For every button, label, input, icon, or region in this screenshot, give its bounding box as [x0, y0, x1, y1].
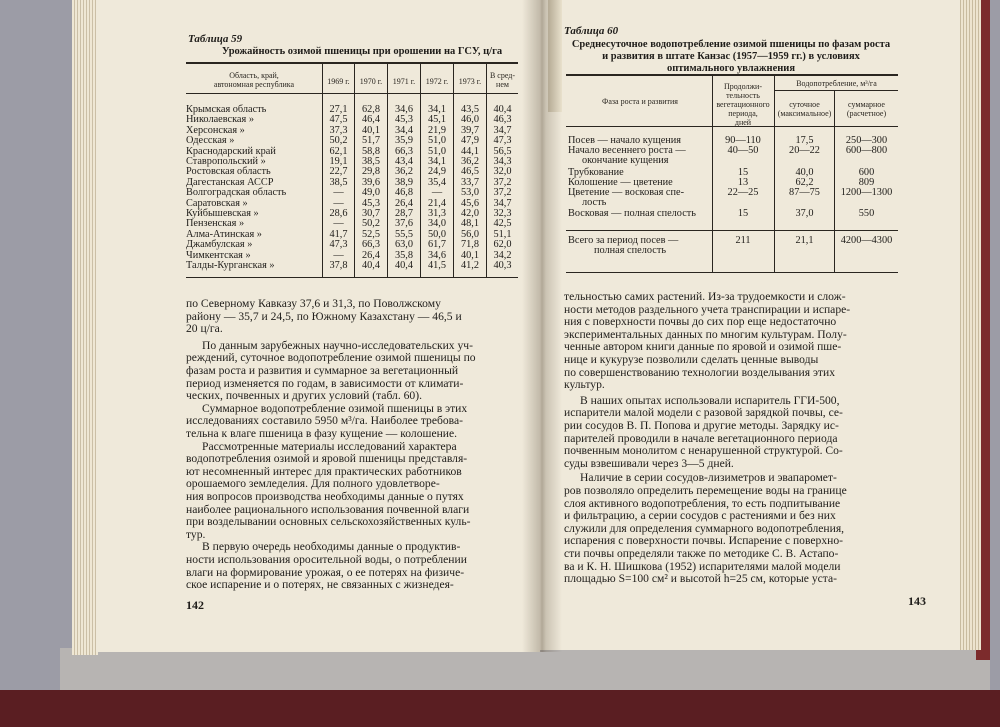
- table-cell-duration: 22—25: [727, 187, 759, 198]
- table-cell: 40,3: [493, 260, 512, 271]
- table-cell-duration: 40—50: [727, 145, 759, 156]
- table-cell: 22,7: [329, 166, 348, 178]
- table-cell: 38,9: [394, 176, 414, 188]
- text-line: ности методов раздельного учета транспирации и испаре-: [564, 302, 851, 316]
- table-cell: 43,4: [394, 156, 414, 167]
- table-cell: 47,3: [329, 239, 348, 251]
- table-row-phase: Колошение — цветение: [568, 177, 673, 188]
- text-line: тельностью самих растений. Из-за трудоемкости и слож-: [564, 290, 846, 303]
- table-cell-daily: 20—22: [789, 145, 820, 156]
- table-cell: 35,9: [394, 135, 414, 147]
- table-cell: 28,6: [329, 208, 348, 219]
- text-line: экспериментальных данных по многим культурам. Полу-: [564, 327, 847, 341]
- table-row-region: Алма-Атинская »: [186, 228, 262, 240]
- table-60-title: Среднесуточное водопотребление озимой пшеницы по фазам роста и развития в штате Канзас (1957—1959 гг.) в условиях оптимального увлажнения: [571, 39, 891, 74]
- table-cell: 34,4: [394, 124, 414, 136]
- table-cell: 62,0: [493, 239, 512, 251]
- text-line: ния вопросов производства необходимы данные о путях: [186, 490, 464, 503]
- table-row-region: Краснодарский край: [186, 145, 276, 157]
- table-cell: 42,0: [460, 208, 480, 219]
- table-cell: 21,4: [427, 197, 447, 209]
- table-59-header-year: 1970 г.: [359, 77, 383, 86]
- table-cell: 43,5: [460, 104, 480, 115]
- table-row-phase: Цветение — восковая спе-: [568, 187, 684, 198]
- table-60-header-phase: Фаза роста и развития: [602, 97, 678, 106]
- table-cell: 47,3: [493, 135, 512, 147]
- text-line: По данным зарубежных научно-исследовательских уч-: [202, 338, 473, 352]
- text-line: нице и кукурузе позволили сделать ценные выводы: [564, 353, 819, 366]
- text-line: по Северному Кавказу 37,6 и 31,3, по Поволжскому: [186, 297, 441, 310]
- text-line: ния с поверхности почвы до сих пор еще недостаточно: [564, 315, 837, 329]
- table-cell: 62,1: [329, 145, 348, 157]
- table-59-header-year: 1971 г.: [392, 77, 416, 86]
- table-cell-daily: 37,0: [795, 208, 814, 219]
- table-cell: 37,2: [493, 176, 512, 188]
- table-cell-daily: 62,2: [795, 177, 814, 188]
- table-cell: 21,9: [427, 124, 447, 136]
- table-59-top-rule: [186, 62, 518, 64]
- table-cell: 34,1: [427, 104, 447, 115]
- table-cell-total: 809: [858, 177, 875, 188]
- table-59-header-year: 1969 г.: [327, 77, 350, 86]
- table-cell: 40,1: [460, 249, 480, 261]
- text-line: ское испарение и о потерях, не связанных с жизнедея-: [186, 578, 454, 592]
- table-cell: 39,7: [460, 124, 480, 136]
- table-60-total-daily: 21,1: [795, 235, 814, 246]
- table-row-phase: лость: [582, 197, 607, 209]
- text-line: суды взвешивали через 3—5 дней.: [564, 456, 734, 470]
- text-line: парителей проводили в начале вегетационного периода: [564, 431, 838, 445]
- text-line: почвенным монолитом с ненарушенной структурой. Со-: [564, 444, 843, 458]
- table-row-region: Джамбулская »: [186, 239, 253, 251]
- table-cell: 40,4: [394, 260, 414, 271]
- table-cell: 41,2: [460, 260, 480, 271]
- table-row-region: Саратовская »: [186, 197, 248, 209]
- table-cell-duration: 90—110: [725, 135, 761, 146]
- text-line: В наших опытах использовали испаритель ГГИ-500,: [580, 393, 840, 407]
- background-surface: [60, 648, 990, 692]
- text-line: испарители малой модели с разовой зарядкой почвы, се-: [564, 406, 843, 420]
- table-cell: 46,0: [460, 114, 480, 126]
- text-line: наиболее рационального использования почвенной влаги: [186, 502, 470, 516]
- table-row-phase: окончание кущения: [582, 155, 669, 167]
- table-cell: 34,2: [493, 249, 512, 261]
- table-cell: 50,2: [329, 135, 348, 147]
- table-cell: 26,4: [394, 197, 414, 209]
- table-cell: 50,2: [361, 218, 381, 230]
- table-row-region: Чимкентская »: [186, 249, 251, 261]
- table-row-region: Куйбышевская »: [186, 208, 259, 219]
- table-cell: —: [333, 197, 344, 209]
- text-line: период изменяется по годам, в зависимости от климати-: [186, 376, 464, 390]
- table-cell-total: 1200—1300: [840, 187, 893, 198]
- table-row-phase: Восковая — полная спелость: [568, 208, 696, 219]
- table-60-total-sum: 4200—4300: [840, 235, 893, 246]
- table-cell-duration: 15: [737, 167, 749, 178]
- table-cell: 34,7: [493, 124, 512, 136]
- table-cell: 66,3: [361, 239, 381, 251]
- book-gutter: [522, 0, 562, 652]
- text-line: реждений, суточное водопотребление озимой пшеницы по: [186, 351, 476, 365]
- table-cell: 45,3: [394, 114, 414, 126]
- table-row-region: Пензенская »: [186, 218, 245, 230]
- left-page: [96, 0, 540, 652]
- table-cell: 42,5: [493, 218, 512, 230]
- table-cell: 71,8: [460, 239, 480, 251]
- table-cell: 24,9: [427, 166, 447, 178]
- table-cell: 40,4: [493, 104, 512, 115]
- table-cell: 63,0: [394, 239, 414, 251]
- page-edges-left: [72, 0, 98, 655]
- table-cell: 26,4: [361, 249, 381, 261]
- table-cell: 61,7: [427, 239, 447, 251]
- table-59-title: Урожайность озимой пшеницы при орошении на ГСУ, ц/га: [221, 46, 503, 57]
- table-cell: 66,3: [394, 145, 414, 157]
- table-cell: 29,8: [361, 166, 381, 178]
- table-cell: 39,6: [361, 176, 381, 188]
- table-59-header-region: Область, край, автономная республика: [213, 71, 295, 89]
- table-row-phase: Начало весеннего роста —: [568, 145, 686, 156]
- text-line: В первую очередь необходимы данные о продуктив-: [202, 540, 461, 554]
- right-page: [540, 0, 960, 650]
- table-cell: 55,5: [394, 228, 414, 240]
- table-cell: 19,1: [329, 156, 348, 167]
- table-59-header-rule: [186, 93, 518, 94]
- table-cell: —: [333, 187, 344, 199]
- table-cell-duration: 13: [737, 177, 749, 188]
- table-cell: 34,0: [427, 218, 447, 230]
- table-cell: 49,0: [361, 187, 381, 199]
- text-line: ческих, почвенных и других условий (табл. 60).: [186, 389, 422, 403]
- table-cell: 34,3: [493, 156, 512, 167]
- table-cell: 34,1: [427, 156, 447, 167]
- text-line: району — 35,7 и 24,5, по Южному Казахстану — 46,5 и: [186, 309, 462, 323]
- table-cell: 53,0: [460, 187, 480, 199]
- table-60-header-total: суммарное (расчетное): [846, 100, 887, 118]
- table-59-header-avg: В сред- нем: [489, 71, 516, 89]
- table-cell-total: 600: [858, 167, 875, 178]
- table-cell: 32,0: [493, 166, 512, 178]
- table-cell: 58,8: [361, 145, 381, 157]
- table-cell: 46,8: [394, 187, 414, 199]
- table-row-region: Одесская »: [186, 135, 235, 147]
- table-cell: 51,0: [427, 145, 447, 157]
- table-59-header-year: 1972 г.: [425, 77, 449, 86]
- page-number-left: 142: [186, 598, 204, 612]
- table-cell-duration: 15: [737, 208, 749, 219]
- table-cell: 50,0: [427, 228, 447, 240]
- table-cell: 56,0: [460, 228, 480, 240]
- table-60-header-daily: суточное (максимальное): [777, 100, 832, 118]
- text-line: влаги на формирование урожая, о ее потерях на физиче-: [186, 565, 465, 579]
- table-row-region: Херсонская »: [186, 124, 245, 136]
- table-cell: 37,8: [329, 260, 348, 271]
- table-surface: [0, 690, 1000, 727]
- table-cell: —: [431, 187, 443, 199]
- table-60-bottom-rule: [566, 272, 898, 273]
- table-cell: —: [333, 249, 344, 261]
- text-line: при возделывании основных сельскохозяйственных куль-: [186, 515, 471, 529]
- text-line: ров позволяло определить перемещение воды на границе: [564, 484, 847, 497]
- table-cell: 45,1: [427, 114, 447, 126]
- text-line: тур.: [186, 527, 206, 541]
- text-line: водопотребления озимой и яровой пшеницы представля-: [186, 452, 468, 466]
- text-line: орошаемого земледелия. Для полного удовлетворе-: [186, 477, 440, 491]
- table-cell: 52,5: [361, 228, 381, 240]
- table-cell: 36,2: [394, 166, 414, 178]
- text-line: испарения с поверхности почвы. Испарение с поверхно-: [564, 534, 843, 548]
- text-line: Суммарное водопотребление озимой пшеницы в этих: [202, 401, 468, 415]
- table-cell: 47,5: [329, 114, 348, 126]
- table-cell: 51,7: [361, 135, 381, 147]
- table-cell: 45,6: [460, 197, 480, 209]
- text-line: тельна к влаге пшеница в фазу кущение — колошение.: [186, 427, 458, 440]
- table-59-header-year: 1973 г.: [458, 77, 482, 86]
- table-row-region: Ставропольский »: [186, 156, 266, 167]
- table-row-region: Талды-Курганская »: [186, 260, 275, 271]
- table-cell: 40,4: [361, 260, 381, 271]
- table-60-label: Таблица 60: [564, 25, 619, 37]
- text-line: исследованиях составило 5950 м³/га. Наиболее требова-: [186, 414, 463, 428]
- table-cell: 35,8: [394, 249, 414, 261]
- text-line: служили для определения суммарного водопотребления,: [564, 521, 845, 535]
- table-cell-daily: 17,5: [795, 135, 814, 146]
- text-line: по совершенствованию технологии возделывания этих: [564, 365, 835, 379]
- table-cell: 34,6: [394, 104, 414, 115]
- table-60-total-duration: 211: [735, 235, 751, 246]
- text-line: площадью S=100 см² и высотой h=25 см, которые уста-: [564, 572, 838, 586]
- text-line: и фильтрацию, а серии сосудов с растениями и без них: [564, 509, 836, 523]
- table-cell: 33,7: [460, 176, 480, 188]
- table-cell: 46,5: [460, 166, 480, 178]
- table-60-top-rule: [566, 74, 898, 76]
- table-cell: 56,5: [493, 145, 512, 157]
- text-line: 20 ц/га.: [186, 322, 223, 336]
- table-cell: 34,7: [493, 197, 512, 209]
- text-line: Наличие в серии сосудов-лизиметров и эвапаромет-: [580, 471, 837, 485]
- text-line: ют несомненный интерес для практических работников: [186, 464, 462, 478]
- table-60-subheader-rule: [774, 90, 898, 91]
- table-cell-daily: 87—75: [789, 187, 820, 198]
- table-cell: 32,3: [493, 208, 512, 219]
- table-row-region: Крымская область: [186, 104, 267, 115]
- text-line: Рассмотренные материалы исследований характера: [202, 439, 457, 453]
- table-cell: 36,2: [460, 156, 480, 167]
- table-59-label: Таблица 59: [188, 33, 243, 45]
- text-line: ва и К. Н. Шишкова (1952) испарителями малой модели: [564, 559, 841, 573]
- table-cell: 45,3: [361, 197, 381, 209]
- table-row-region: Ростовская область: [186, 166, 271, 178]
- table-cell: 37,6: [394, 218, 414, 230]
- table-cell-daily: 40,0: [795, 167, 814, 178]
- table-cell: —: [333, 218, 344, 230]
- text-line: культур.: [564, 378, 605, 392]
- table-cell: 47,9: [460, 135, 480, 147]
- text-line: фазам роста и развития и суммарное за вегетационный: [186, 364, 459, 377]
- table-cell: 46,4: [361, 114, 381, 126]
- table-cell: 44,1: [460, 145, 480, 157]
- table-row-region: Дагестанская АССР: [186, 176, 274, 188]
- table-60-total-rule: [566, 230, 898, 231]
- table-cell: 48,1: [460, 218, 480, 230]
- table-cell: 27,1: [329, 104, 348, 115]
- table-row-region: Николаевская »: [186, 114, 254, 126]
- text-line: ности использования оросительной воды, о потреблении: [186, 553, 467, 566]
- text-line: сти почвы определяли также по методике С. В. Астапо-: [564, 547, 839, 560]
- table-cell: 41,7: [329, 228, 348, 240]
- table-60-total-label: Всего за период посев — полная спелость: [568, 235, 679, 257]
- table-cell: 51,1: [493, 228, 512, 240]
- table-cell: 37,2: [493, 187, 512, 199]
- table-cell-total: 550: [858, 208, 875, 219]
- table-cell: 38,5: [361, 156, 381, 167]
- table-cell: 38,5: [329, 176, 348, 188]
- text-line: ченные автором книги данные по яровой и озимой пше-: [564, 340, 842, 354]
- table-row-phase: Посев — начало кущения: [568, 135, 682, 146]
- table-cell: 46,3: [493, 114, 512, 126]
- text-line: слоя активного водопотребления, то есть подпитывание: [564, 496, 841, 510]
- table-cell-total: 600—800: [845, 145, 888, 156]
- table-row-phase: Трубкование: [568, 167, 624, 178]
- table-cell: 41,5: [427, 260, 447, 271]
- table-60-header-consumption: Водопотребление, м³/га: [796, 79, 877, 88]
- page-number-right: 143: [908, 594, 926, 608]
- table-60-header-duration: Продолжи- тельность вегетационного периода, дней: [716, 82, 770, 127]
- table-row-region: Волгоградская область: [186, 187, 287, 199]
- table-59-bottom-rule: [186, 277, 518, 278]
- text-line: рии сосудов В. П. Попова и другие методы. Зарядку ис-: [564, 419, 839, 432]
- table-cell: 31,3: [427, 208, 447, 219]
- table-cell: 35,4: [427, 176, 447, 188]
- table-cell: 37,3: [329, 124, 348, 136]
- table-cell: 28,7: [394, 208, 414, 219]
- table-cell-total: 250—300: [845, 135, 888, 146]
- table-cell: 30,7: [361, 208, 381, 219]
- table-cell: 62,8: [361, 104, 381, 115]
- table-cell: 51,0: [427, 135, 447, 147]
- table-cell: 34,6: [427, 249, 447, 261]
- table-cell: 40,1: [361, 124, 381, 136]
